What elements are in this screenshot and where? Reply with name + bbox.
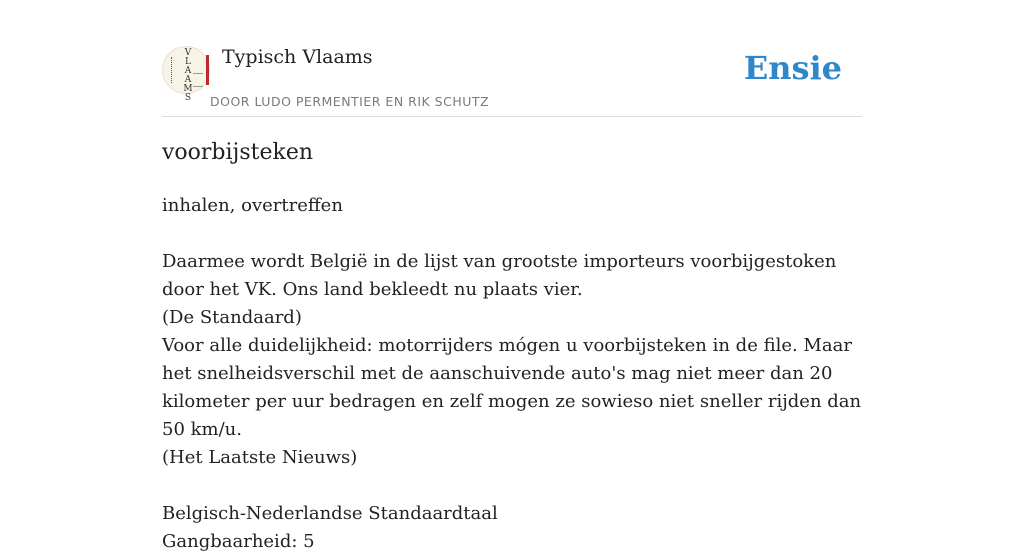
headword-title: voorbijsteken bbox=[162, 140, 314, 165]
definition-text: inhalen, overtreffen bbox=[162, 195, 343, 216]
entry-content bbox=[162, 192, 862, 556]
spacer bbox=[162, 472, 862, 500]
site-title[interactable]: Typisch Vlaams bbox=[222, 46, 373, 68]
logo-dots bbox=[171, 57, 174, 83]
spacer bbox=[162, 220, 862, 248]
usage-rating: Gangbaarheid: 5 bbox=[162, 531, 315, 552]
logo-lines bbox=[193, 73, 203, 87]
typisch-vlaams-logo[interactable] bbox=[162, 46, 210, 103]
site-header bbox=[162, 44, 862, 117]
logo-red-bar bbox=[206, 55, 209, 85]
example-quote-2: Voor alle duidelijkheid: motorrijders mógen u voorbijsteken in de file. Maar het snelheidsverschil met de aanschuivende auto's mag niet meer dan 20 kilometer per uur bedragen en zelf mogen ze sowieso niet sneller rijden dan 50 km/u. bbox=[162, 335, 862, 440]
example-source-1: (De Standaard) bbox=[162, 307, 302, 328]
ensie-brand-logo[interactable]: Ensie bbox=[743, 49, 842, 87]
author-byline: DOOR LUDO PERMENTIER EN RIK SCHUTZ bbox=[210, 94, 490, 109]
example-source-2: (Het Laatste Nieuws) bbox=[162, 447, 358, 468]
logo-letters: V L A A M S bbox=[183, 48, 193, 103]
example-quote-1: Daarmee wordt België in de lijst van grootste importeurs voorbijgestoken door het VK. Ons land bekleedt nu plaats vier. bbox=[162, 251, 837, 300]
language-category: Belgisch-Nederlandse Standaardtaal bbox=[162, 503, 498, 524]
